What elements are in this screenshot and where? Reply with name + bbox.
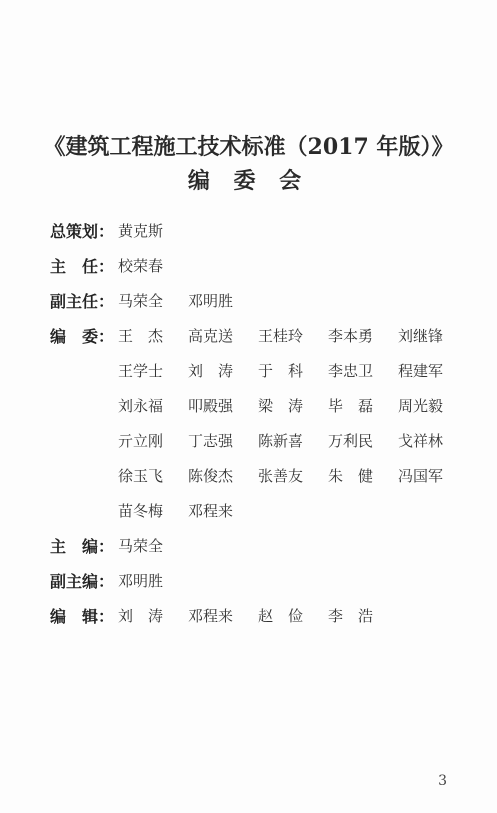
committee-row <box>50 428 468 452</box>
member-name: 邓明胜 <box>118 571 164 590</box>
member-name: 李本勇 <box>328 326 374 345</box>
committee-row <box>50 288 258 312</box>
member-name: 刘永福 <box>118 396 164 415</box>
role-label: 编 辑： <box>50 606 115 626</box>
member-name: 邓明胜 <box>188 291 234 310</box>
committee-row <box>50 463 468 487</box>
member-name: 亓立刚 <box>118 431 164 450</box>
member-name: 马荣全 <box>118 536 164 555</box>
book-title: 《建筑工程施工技术标准（2017 年版）》 <box>43 134 454 160</box>
member-name: 黄克斯 <box>118 221 164 240</box>
committee-row <box>50 253 188 277</box>
member-name: 刘继锋 <box>398 326 444 345</box>
committee-row <box>50 358 468 382</box>
member-name: 王 杰 <box>118 326 164 345</box>
member-name: 戈祥林 <box>398 431 444 450</box>
role-label: 主 任： <box>50 256 115 276</box>
member-name: 于 科 <box>258 361 304 380</box>
committee-heading: 编 委 会 <box>187 168 310 194</box>
role-label: 总策划： <box>50 221 115 241</box>
member-name: 马荣全 <box>118 291 164 310</box>
member-name: 李忠卫 <box>328 361 374 380</box>
member-name: 陈新喜 <box>258 431 304 450</box>
committee-row <box>50 323 468 347</box>
committee-row <box>50 393 468 417</box>
member-name: 叩殿强 <box>188 396 234 415</box>
committee-row <box>50 218 188 242</box>
member-name: 李 浩 <box>328 606 374 625</box>
member-name: 王学士 <box>118 361 164 380</box>
committee-row <box>50 498 258 522</box>
page-number: 3 <box>438 773 447 789</box>
committee-row <box>50 603 398 627</box>
member-name: 徐玉飞 <box>118 466 164 485</box>
member-name: 高克送 <box>188 326 234 345</box>
member-name: 丁志强 <box>188 431 234 450</box>
member-name: 刘 涛 <box>118 606 164 625</box>
committee-row <box>50 533 188 557</box>
member-name: 王桂玲 <box>258 326 304 345</box>
role-label: 主 编： <box>50 536 115 556</box>
member-name: 朱 健 <box>328 466 374 485</box>
role-label: 副主任： <box>50 291 115 311</box>
member-name: 邓程来 <box>188 501 234 520</box>
member-name: 赵 俭 <box>258 606 304 625</box>
role-label: 编 委： <box>50 326 115 346</box>
member-name: 周光毅 <box>398 396 444 415</box>
member-name: 程建军 <box>398 361 444 380</box>
member-name: 万利民 <box>328 431 374 450</box>
member-name: 陈俊杰 <box>188 466 234 485</box>
member-name: 冯国军 <box>398 466 444 485</box>
member-name: 邓程来 <box>188 606 234 625</box>
member-name: 校荣春 <box>118 256 164 275</box>
member-name: 梁 涛 <box>258 396 304 415</box>
member-name: 毕 磊 <box>328 396 374 415</box>
committee-row <box>50 568 188 592</box>
member-name: 刘 涛 <box>188 361 234 380</box>
member-name: 张善友 <box>258 466 304 485</box>
role-label: 副主编： <box>50 571 115 591</box>
member-name: 苗冬梅 <box>118 501 164 520</box>
